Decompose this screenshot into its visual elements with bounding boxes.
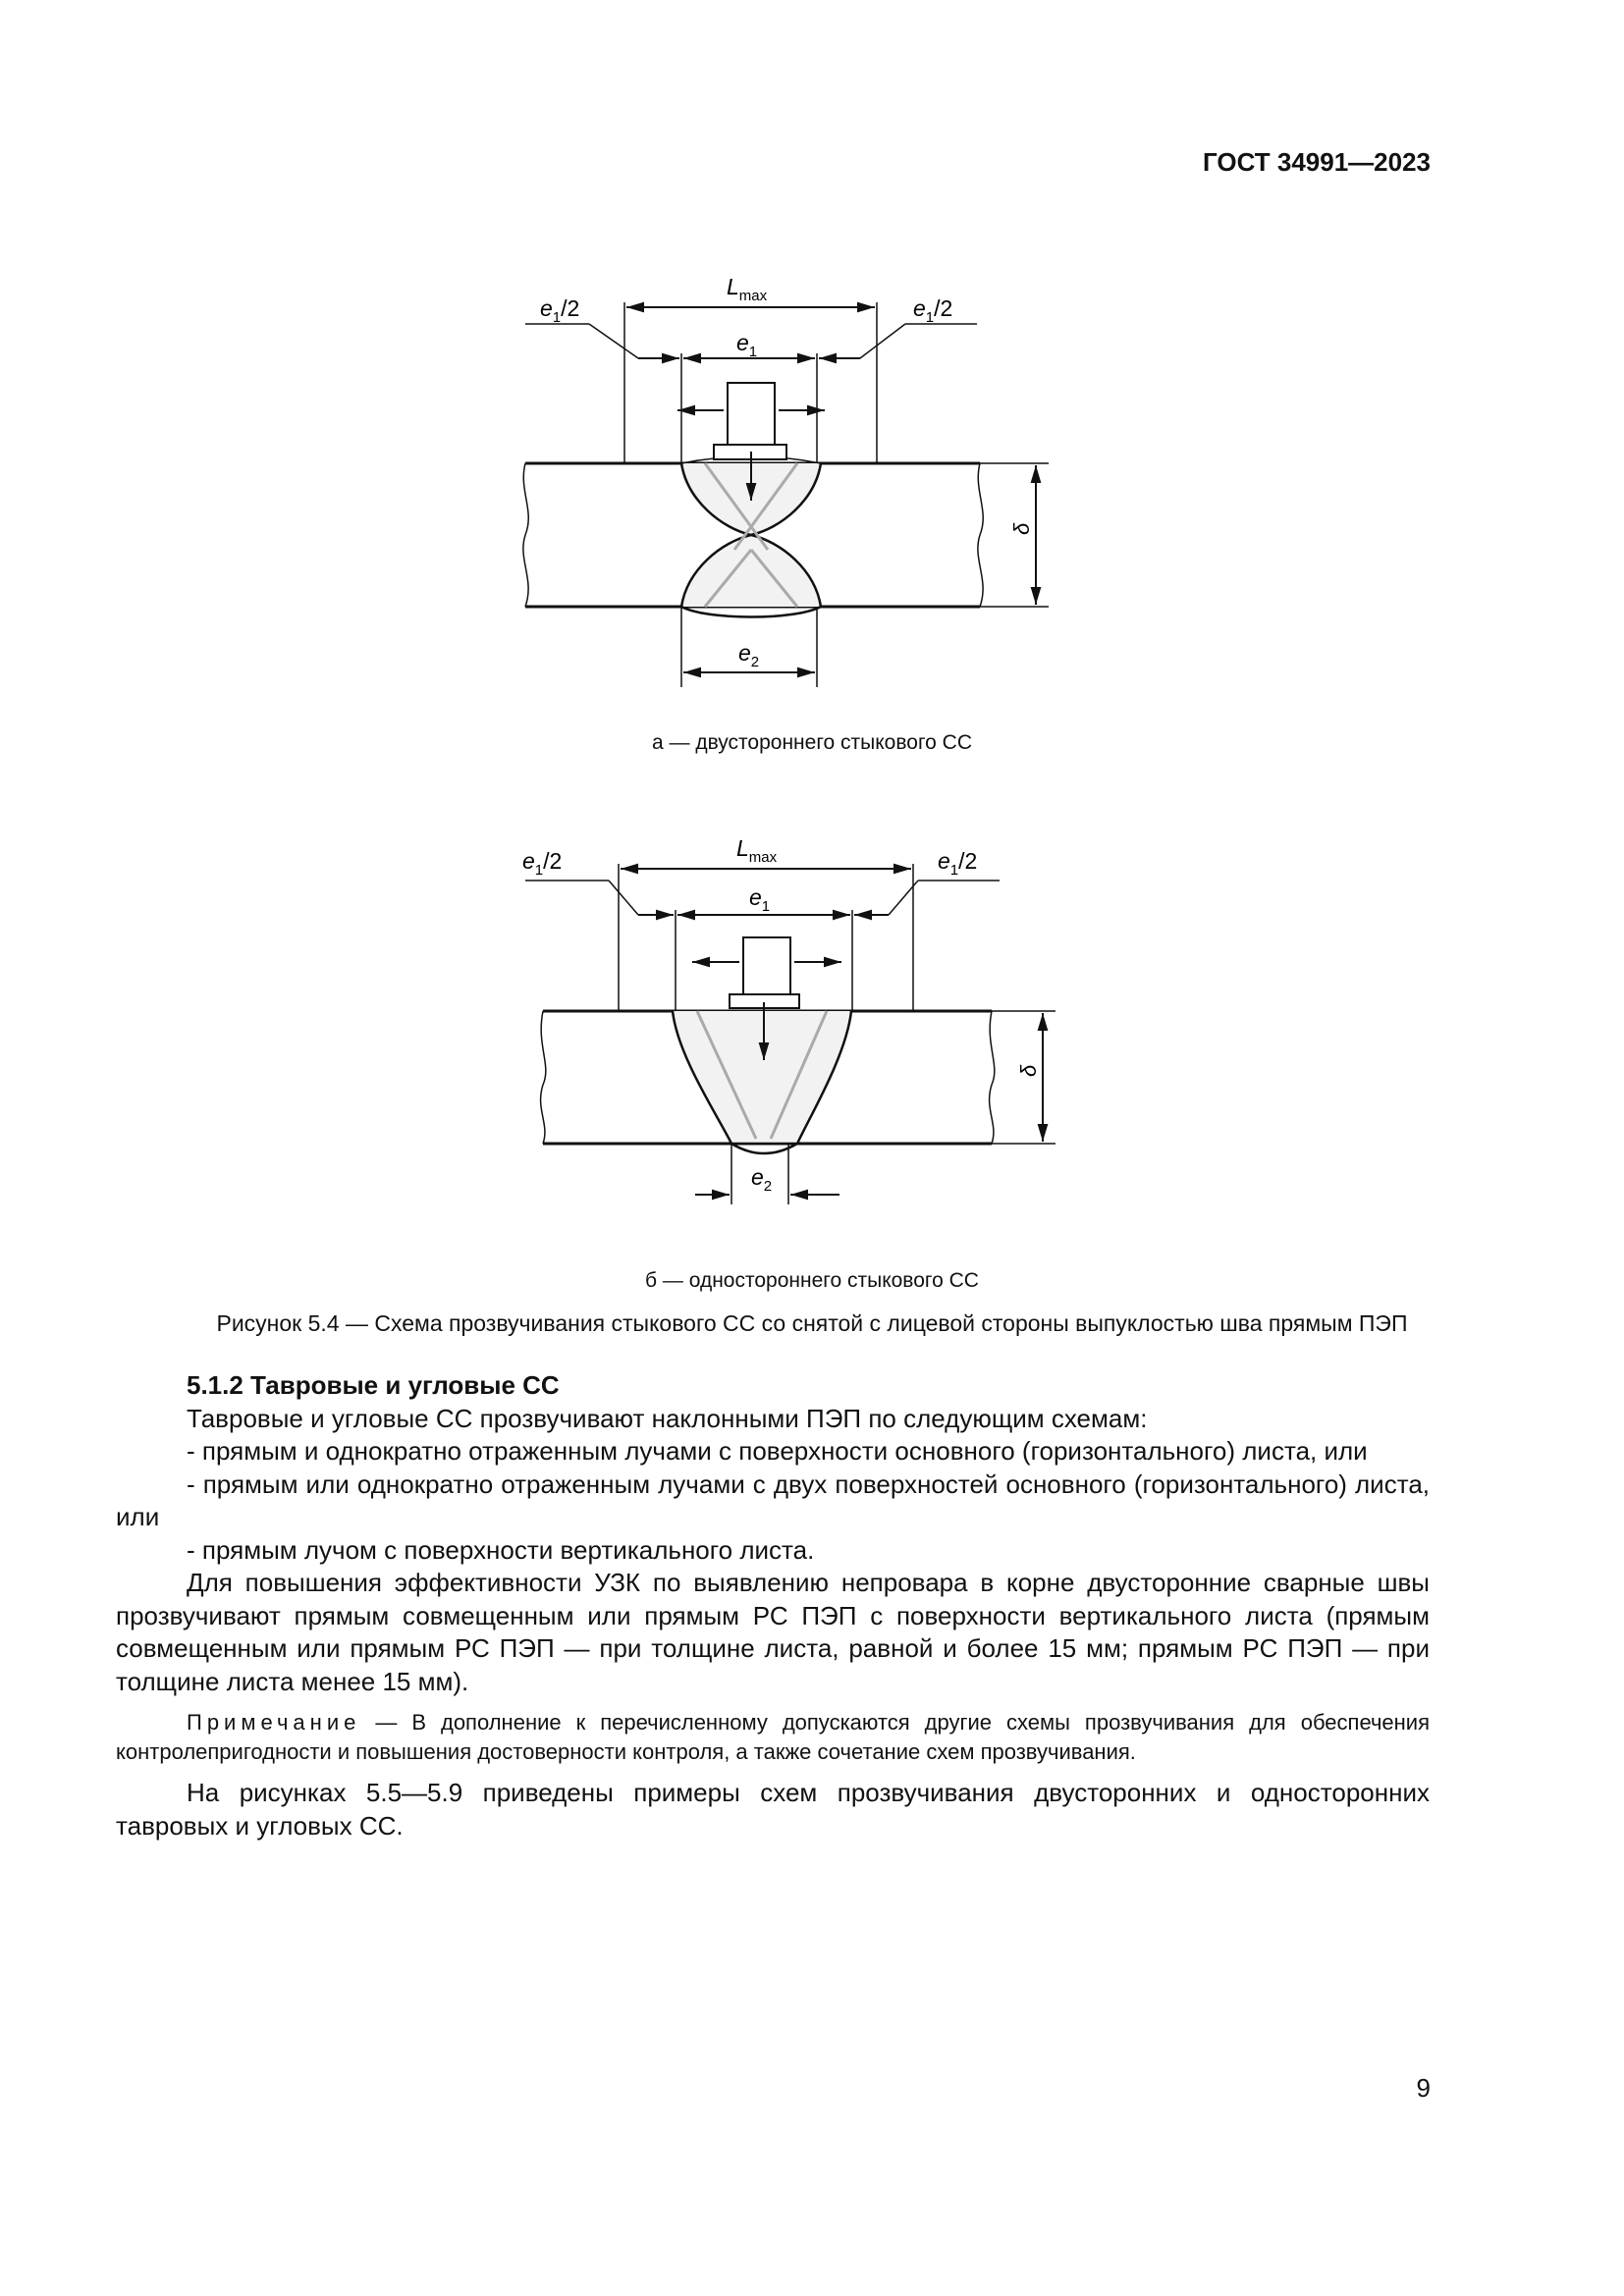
figure-a-e1-half-left-label: $e_1/2$ — [540, 295, 580, 326]
list-item: - прямым лучом с поверхности вертикального листа. — [187, 1534, 815, 1565]
figure-a-caption: а — двустороннего стыкового СС — [651, 731, 973, 754]
figure-b-lmax-label: $L_{max}$ — [736, 835, 778, 866]
figure-a-e1-half-right-label: $e_1/2$ — [913, 295, 953, 326]
list-item: - прямым или однократно отраженным лучами с двух поверхностей основного (горизонтального) листа, или — [116, 1468, 1430, 1531]
list-item: - прямым и однократно отраженным лучами с поверхности основного (горизонтального) листа, или — [187, 1436, 1368, 1466]
note-text: — В дополнение к перечисленному допускаются другие схемы прозвучивания для обеспечения контролепригодности и повышения достоверности контроля, а также сочетание схем прозвучивания. — [116, 1710, 1430, 1764]
figure-b-e1-label: $e_1$ — [749, 884, 771, 915]
figure-a-lmax-label: $L_{max}$ — [727, 274, 768, 304]
figure-b-diagram — [0, 820, 1624, 1261]
paragraph: Тавровые и угловые СС прозвучивают наклонными ПЭП по следующим схемам: — [187, 1403, 1148, 1433]
figure-b-e2-label: $e_2$ — [751, 1164, 773, 1195]
figure-a-delta-label: δ — [1009, 522, 1034, 535]
section-heading: 5.1.2 Тавровые и угловые СС — [187, 1370, 560, 1400]
section-body — [116, 1369, 1430, 1842]
figure-a-e2-label: $e_2$ — [738, 640, 760, 670]
figure-b-e1-half-left-label: $e_1/2$ — [522, 848, 563, 879]
document-code: ГОСТ 34991—2023 — [1203, 147, 1431, 177]
paragraph: Для повышения эффективности УЗК по выявлению непровара в корне двусторонние сварные швы прозвучивают прямым совмещенным или прямым РС ПЭП с поверхности вертикального листа (прямым совмещенным или прямым РС ПЭП — при толщине листа, равной и более 15 мм; прямым РС ПЭП — при толщине листа менее 15 мм). — [116, 1568, 1430, 1696]
note-label: Примечание — [187, 1710, 361, 1735]
page-number: 9 — [1416, 2073, 1431, 2103]
figure-a-e1-label: $e_1$ — [736, 330, 758, 360]
figure-b-e1-half-right-label: $e_1/2$ — [938, 848, 978, 879]
paragraph: На рисунках 5.5—5.9 приведены примеры схем прозвучивания двусторонних и односторонних тавровых и угловых СС. — [116, 1778, 1430, 1841]
figure-b-caption: б — одностороннего стыкового СС — [645, 1269, 979, 1292]
note — [116, 1708, 1430, 1767]
figure-b-delta-label: δ — [1016, 1064, 1041, 1077]
figure-caption: Рисунок 5.4 — Схема прозвучивания стыкового СС со снятой с лицевой стороны выпуклостью шва прямым ПЭП — [216, 1310, 1408, 1336]
